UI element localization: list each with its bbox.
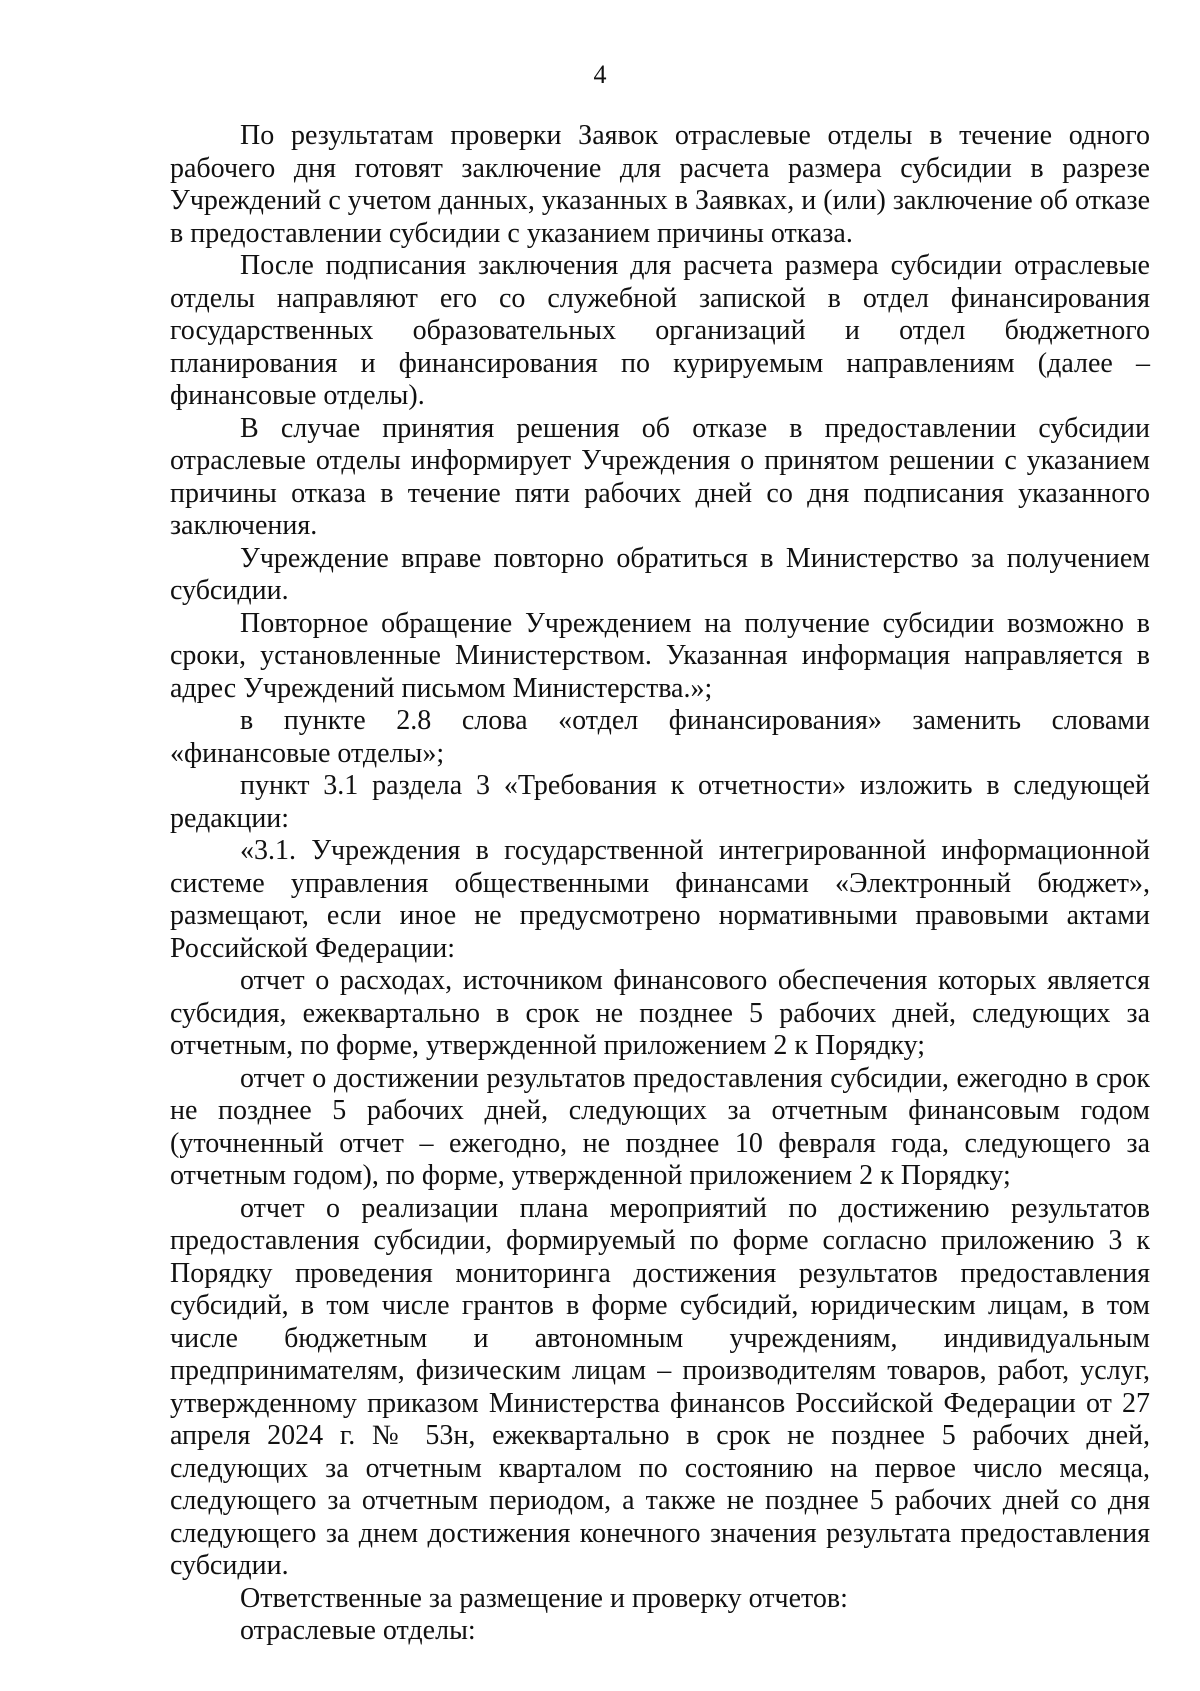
paragraph-repeat-request: Повторное обращение Учреждением на получение субсидии возможно в сроки, установленные Министерством. Указанная информация направляется в адрес Учреждений письмом Министерства.»;: [170, 607, 1150, 704]
paragraph-responsible: Ответственные за размещение и проверку отчетов:: [240, 1582, 848, 1614]
paragraph-repeat-right: Учреждение вправе повторно обратиться в Министерство за получением субсидии.: [170, 542, 1150, 606]
paragraph-item-3-1-intro: пункт 3.1 раздела 3 «Требования к отчетности» изложить в следующей редакции:: [170, 770, 1150, 834]
page-number: 4: [593, 60, 607, 89]
document-body: [170, 120, 1150, 1648]
paragraph-refusal-case: В случае принятия решения об отказе в предоставлении субсидии отраслевые отделы информирует Учреждения о принятом решении с указанием причины отказа в течение пяти рабочих дней со дня подписания указанного заключения.: [170, 412, 1150, 541]
paragraph-results-report: отчет о достижении результатов предоставления субсидии, ежегодно в срок не позднее 5 рабочих дней, следующих за отчетным финансовым годом (уточненный отчет – ежегодно, не позднее 10 февраля года, следующего за отчетным годом), по форме, утвержденной приложением 2 к Порядку;: [170, 1062, 1150, 1191]
paragraph-plan-report: отчет о реализации плана мероприятий по достижению результатов предоставления субсидии, формируемый по форме согласно приложению 3 к Порядку проведения мониторинга достижения результатов предоставления субсидий, в том числе грантов в форме субсидий, юридическим лицам, в том числе бюджетным и автономным учреждениям, индивидуальным предпринимателям, физическим лицам – производителям товаров, работ, услуг, утвержденному приказом Министерства финансов Российской Федерации от 27 апреля 2024 г. № 53н, ежеквартально в срок не позднее 5 рабочих дней, следующих за отчетным кварталом по состоянию на первое число месяца, следующего за отчетным периодом, а также не позднее 5 рабочих дней со дня следующего за днем достижения конечного значения результата предоставления субсидии.: [170, 1192, 1150, 1581]
paragraph-review-results: По результатам проверки Заявок отраслевые отделы в течение одного рабочего дня готовят заключение для расчета размера субсидии в разрезе Учреждений с учетом данных, указанных в Заявках, и (или) заключение об отказе в предоставлении субсидии с указанием причины отказа.: [170, 120, 1150, 249]
paragraph-expense-report: отчет о расходах, источником финансового обеспечения которых является субсидия, ежеквартально в срок не позднее 5 рабочих дней, следующих за отчетным, по форме, утвержденной приложением 2 к Порядку;: [170, 965, 1150, 1061]
paragraph-item-3-1: «3.1. Учреждения в государственной интегрированной информационной системе управления общественными финансами «Электронный бюджет», размещают, если иное не предусмотрено нормативными правовыми актами Российской Федерации:: [170, 835, 1150, 964]
paragraph-sector-departments: отраслевые отделы:: [240, 1615, 476, 1646]
paragraph-after-signing: После подписания заключения для расчета размера субсидии отраслевые отделы направляют его со служебной запиской в отдел финансирования государственных образовательных организаций и отдел бюджетного планирования и финансирования по курируемым направлениям (далее – финансовые отделы).: [170, 250, 1150, 411]
paragraph-item-2-8: в пункте 2.8 слова «отдел финансирования» заменить словами «финансовые отделы»;: [170, 705, 1150, 769]
